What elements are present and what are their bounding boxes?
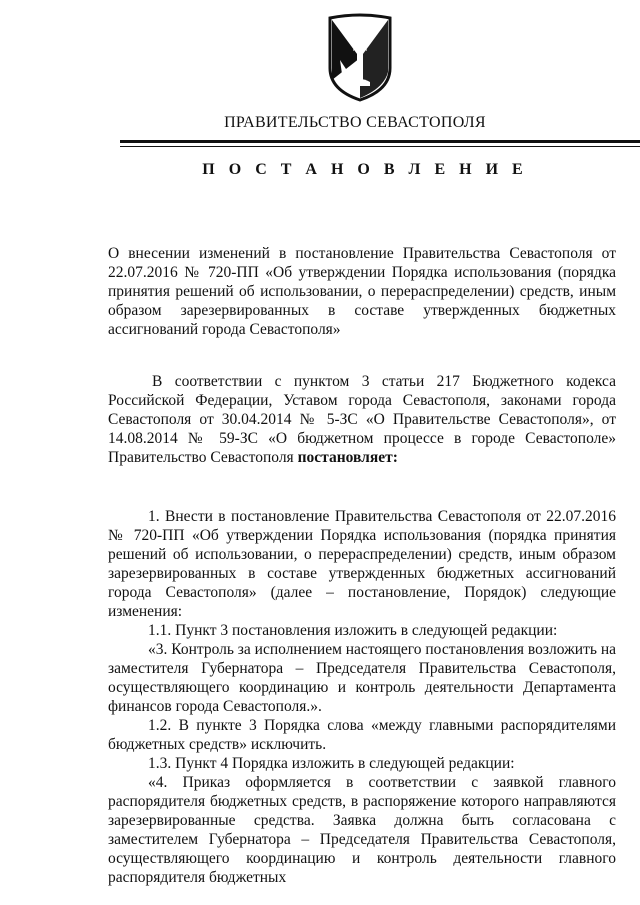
paragraph-quote-4: «4. Приказ оформляется в соответствии с заявкой главного распорядителя бюджетных средств, в распоряжение которого направляются зарезервированные средства. Заявка должна быть согласована с заместителем Губернатора – Председателя Правительства Севастополя, осуществляющего координацию и контроль деятельности главного распорядителя бюджетных — [108, 774, 616, 886]
document-type-title: П О С Т А Н О В Л Е Н И Е — [202, 161, 528, 178]
paragraph-1-3: 1.3. Пункт 4 Порядка изложить в следующей редакции: — [148, 755, 515, 772]
decree-word: постановляет: — [297, 449, 398, 466]
government-name: ПРАВИТЕЛЬСТВО СЕВАСТОПОЛЯ — [224, 114, 486, 131]
document-body — [108, 507, 616, 887]
paragraph-1: 1. Внести в постановление Правительства Севастополя от 22.07.2016 № 720-ПП «Об утверждении Порядка использования (порядка принятия решений об использовании, о перераспределении) средств, иным образом зарезервированных в составе утвержденных бюджетных ассигнований города Севастополя» (далее – постановление, Порядок) следующие изменения: — [108, 508, 616, 620]
preamble-text: В соответствии с пунктом 3 статьи 217 Бюджетного кодекса Российской Федерации, Уставом города Севастополя, законами города Севастополя от 30.04.2014 № 5-ЗС «О Правительстве Севастополя», от 14.08.2014 № 59-ЗС «О бюджетном процессе в городе Севастополе» Правительство Севастополя — [108, 373, 616, 466]
header-divider-thin — [120, 146, 640, 147]
document-heading: О внесении изменений в постановление Правительства Севастополя от 22.07.2016 № 720-ПП «Об утверждении Порядка использования (порядка принятия решений об использовании, о перераспределении) средств, иным образом зарезервированных в составе утвержденных бюджетных ассигнований города Севастополя» — [108, 245, 616, 338]
paragraph-1-2: 1.2. В пункте 3 Порядка слова «между главными распорядителями бюджетных средств» исключить. — [108, 717, 616, 753]
preamble-paragraph — [108, 372, 616, 467]
paragraph-1-1: 1.1. Пункт 3 постановления изложить в следующей редакции: — [148, 622, 558, 639]
paragraph-quote-3: «3. Контроль за исполнением настоящего постановления возложить на заместителя Губернатора – Председателя Правительства Севастополя, осуществляющего координацию и контроль деятельности Департамента финансов города Севастополя.». — [108, 641, 616, 715]
sevastopol-coat-of-arms-emblem — [326, 10, 394, 102]
header-divider-thick — [120, 140, 640, 143]
